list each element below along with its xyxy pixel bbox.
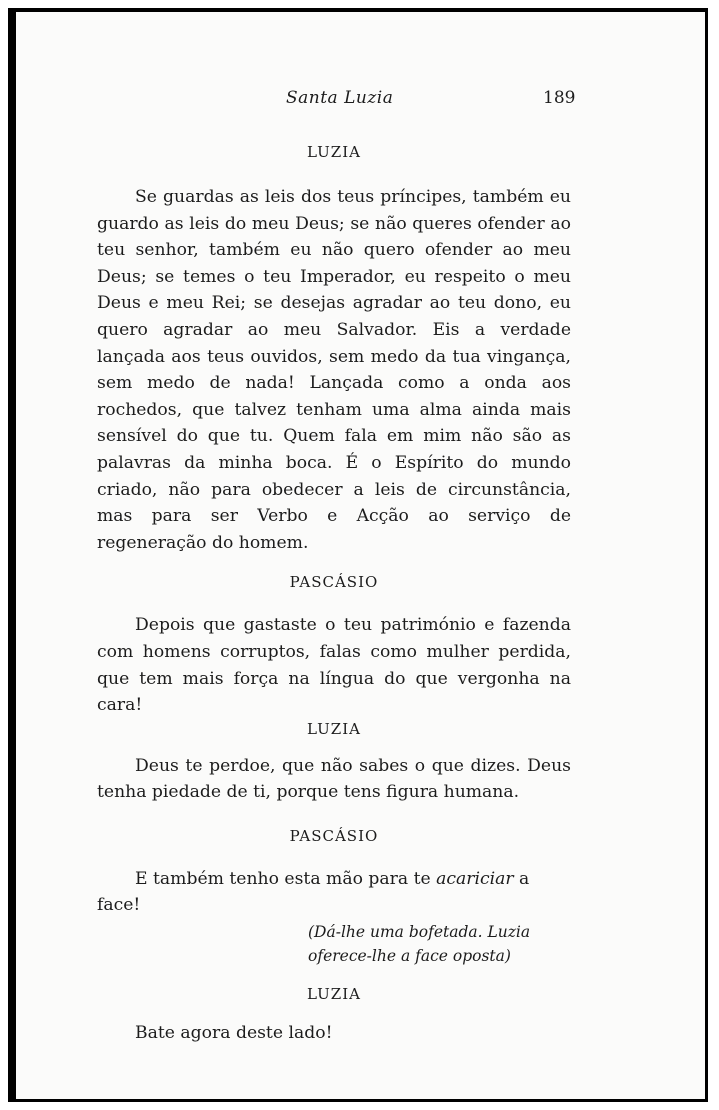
text-block bbox=[97, 142, 571, 1046]
stage-direction: (Dá-lhe uma bofetada. Luzia oferece-lhe a face oposta) bbox=[308, 922, 531, 965]
speech-text: a face! bbox=[97, 868, 530, 915]
page-number: 189 bbox=[543, 88, 576, 108]
speaker-name: PASCÁSIO bbox=[289, 573, 379, 592]
speaker-name: LUZIA bbox=[307, 984, 361, 1003]
speech-paragraph: Deus te perdoe, que não sabes o que dizes. Deus tenha piedade de ti, porque tens figura humana. bbox=[97, 755, 571, 803]
speaker-name: LUZIA bbox=[307, 719, 361, 738]
book-page bbox=[8, 8, 708, 1102]
speech-text: E também tenho esta mão para te bbox=[135, 868, 437, 889]
speech-paragraph: Depois que gastaste o teu património e fazenda com homens corruptos, falas como mulher perdida, que tem mais força na língua do que vergonha na cara! bbox=[97, 615, 571, 716]
emphasized-word: acariciar bbox=[436, 868, 514, 889]
speech-paragraph bbox=[97, 866, 571, 918]
running-title: Santa Luzia bbox=[286, 88, 394, 108]
speech-paragraph: Bate agora deste lado! bbox=[135, 1022, 333, 1043]
speech-paragraph: Se guardas as leis dos teus príncipes, também eu guardo as leis do meu Deus; se não queres ofender ao teu senhor, também eu não quero ofender ao meu Deus; se temes o teu Imperador, eu respeito o meu Deus e meu Rei; se desejas agradar ao teu dono, eu quero agradar ao meu Salvador. Eis a verdade lançada aos teus ouvidos, sem medo da tua vingança, sem medo de nada! Lançada como a onda aos rochedos, que talvez tenham uma alma ainda mais sensível do que tu. Quem fala em mim não são as palavras da minha boca. É o Espírito do mundo criado, não para obedecer a leis de circunstância, mas para ser Verbo e Acção ao serviço de regeneração do homem. bbox=[97, 187, 571, 553]
speaker-name: PASCÁSIO bbox=[289, 826, 379, 845]
speaker-name: LUZIA bbox=[307, 143, 361, 161]
